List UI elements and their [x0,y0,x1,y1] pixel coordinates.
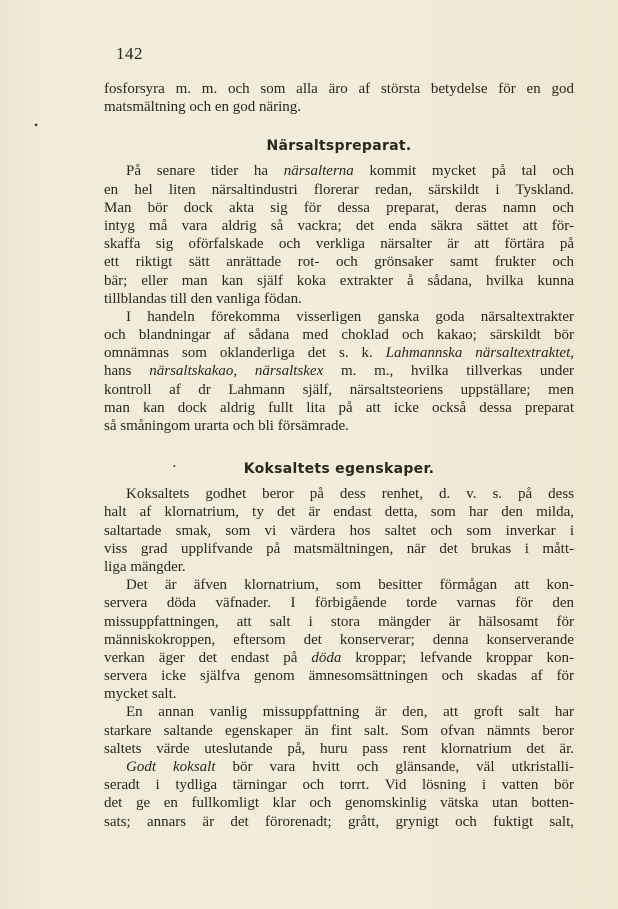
text-line: verkan äger det endast på döda kroppar; lefvande kroppar kon- [104,649,574,666]
text-line: ett riktigt sätt anrättade rot- och grönsaker samt frukter och [104,254,574,271]
text-line: intyg må vara aldrig så vackra; det enda säkra sättet att för- [104,217,574,234]
text-line: så småningom urarta och bli försämrade. [104,418,349,434]
text-line: starkare saltande egenskaper än fint salt. Som ofvan nämnts beror [104,722,574,739]
text-line: man kan dock aldrig fullt lita på att icke också dessa preparat [104,399,574,416]
text-line: Koksaltets godhet beror på dess renhet, d. v. s. på dess [126,486,574,503]
text-line: sats; annars är det förorenadt; grått, grynigt och fuktigt salt, [104,813,574,830]
text-line: hans närsaltskakao, närsaltskex m. m., hvilka tillverkas under [104,363,574,380]
text-line: och blandningar af sådana med choklad och kakao; särskildt bör [104,327,574,344]
section-heading-koksaltets-egenskaper: Koksaltets egenskaper. [243,461,435,478]
text-line: det ge en fullkomligt klar och genomskinlig vätska utan botten- [104,795,574,812]
text-line: En annan vanlig missuppfattning är den, att groft salt har [126,704,574,721]
text-line: viss grad upplifvande på matsmältningen, när det brukas i mått- [104,540,574,557]
ink-speck: • [34,118,39,132]
text-line: Godt koksalt bör vara hvitt och glänsande, väl utkristalli- [126,759,574,775]
text-line: seradt i tydliga tärningar och torrt. Vid lösning i vatten bör [104,777,574,794]
text-line: saltartade smak, som vi värdera hos saltet och som inverkar i [104,522,574,539]
text-line: matsmältning och en god näring. [104,99,302,116]
ink-speck: • [173,462,176,471]
text-line: I handeln förekomma visserligen ganska goda närsaltextrakter [126,308,574,325]
text-line: fosforsyra m. m. och som alla äro af största betydelse för en god [104,81,574,97]
text-line: Det är äfven klornatrium, som besitter förmågan att kon- [126,577,574,594]
text-line: människokroppen, eftersom det konserverar; denna konserverande [104,631,574,648]
text-line: halt af klornatrium, ty det är endast detta, som har den milda, [104,504,574,521]
text-line: kontroll af dr Lahmann själf, närsaltsteoriens uppställare; men [104,381,574,398]
text-line: liga mängder. [104,558,186,575]
body-text [104,80,574,831]
text-line: missuppfattningen, att salt i stora mängder är hälsosamt för [104,613,574,630]
text-line: en hel liten närsaltindustri florerar redan, särskildt i Tyskland. [104,181,574,198]
text-line: bär; eller man kan själf koka extrakter å sådana, hvilka kunna [104,272,574,289]
text-line: skaffa sig oförfalskade och verkliga närsalter är att förtära på [104,236,574,253]
text-line: omnämnas som oklanderliga det s. k. Lahmannska närsaltextraktet, [104,345,574,362]
text-line: saltets värde uteslutande på, huru pass rent klornatrium det är. [104,740,574,757]
text-line: På senare tider ha närsalterna kommit mycket på tal och [126,163,574,180]
text-line: mycket salt. [104,686,177,703]
section-heading-narsaltspreparat: Närsaltspreparat. [266,138,412,155]
page-number: 142 [116,44,143,63]
text-line: Man bör dock akta sig för dessa preparat, deras namn och [104,199,574,216]
text-line: servera döda väfnader. I förbigående torde varnas för den [104,595,574,612]
text-line: servera icke själfva genom ämnesomsättningen och skadas af för [104,668,574,685]
text-line: tillblandas till den vanliga födan. [104,290,302,307]
